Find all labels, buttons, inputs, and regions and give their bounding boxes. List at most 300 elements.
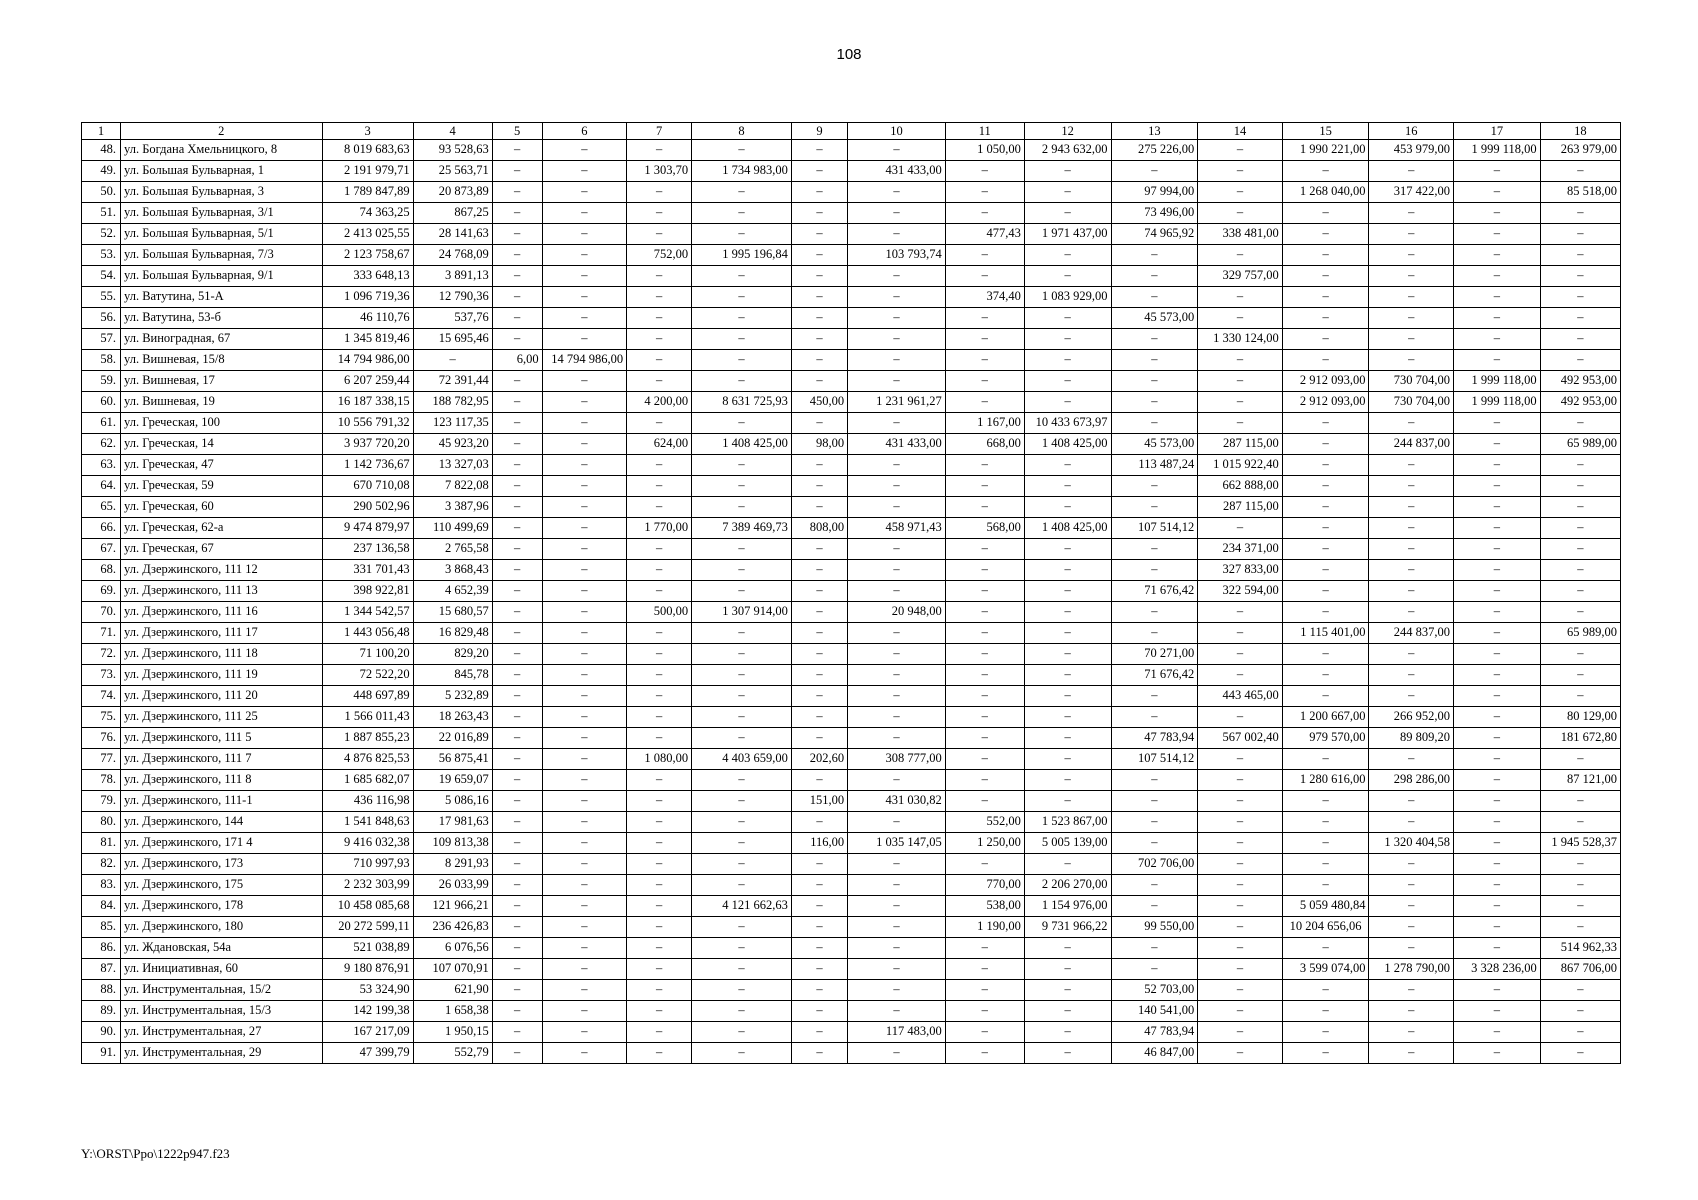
empty-value-cell: –: [542, 938, 627, 959]
address-cell: ул. Большая Бульварная, 1: [121, 161, 323, 182]
empty-value-cell: –: [692, 476, 792, 497]
value-cell: 308 777,00: [848, 749, 946, 770]
address-cell: ул. Дзержинского, 111 7: [121, 749, 323, 770]
row-number: 89.: [82, 1001, 121, 1022]
empty-value-cell: –: [627, 623, 692, 644]
address-cell: ул. Ватутина, 53-б: [121, 308, 323, 329]
address-cell: ул. Греческая, 67: [121, 539, 323, 560]
empty-value-cell: –: [1540, 1043, 1620, 1064]
row-number: 76.: [82, 728, 121, 749]
empty-value-cell: –: [692, 455, 792, 476]
empty-value-cell: –: [692, 980, 792, 1001]
empty-value-cell: –: [1453, 413, 1540, 434]
table-row: [82, 140, 1621, 161]
empty-value-cell: –: [1024, 266, 1111, 287]
empty-value-cell: –: [848, 938, 946, 959]
table-row: [82, 644, 1621, 665]
empty-value-cell: –: [945, 539, 1024, 560]
empty-value-cell: –: [1540, 686, 1620, 707]
value-cell: 20 873,89: [413, 182, 492, 203]
value-cell: 97 994,00: [1111, 182, 1198, 203]
empty-value-cell: –: [791, 770, 847, 791]
empty-value-cell: –: [1024, 1043, 1111, 1064]
empty-value-cell: –: [848, 686, 946, 707]
table-row: [82, 413, 1621, 434]
empty-value-cell: –: [492, 434, 542, 455]
empty-value-cell: –: [848, 224, 946, 245]
empty-value-cell: –: [1453, 875, 1540, 896]
empty-value-cell: –: [1024, 203, 1111, 224]
empty-value-cell: –: [1453, 728, 1540, 749]
value-cell: 2 123 758,67: [322, 245, 413, 266]
empty-value-cell: –: [492, 602, 542, 623]
empty-value-cell: –: [1282, 497, 1369, 518]
empty-value-cell: –: [1540, 560, 1620, 581]
row-number: 61.: [82, 413, 121, 434]
empty-value-cell: –: [692, 938, 792, 959]
value-cell: 8 291,93: [413, 854, 492, 875]
empty-value-cell: –: [791, 896, 847, 917]
row-number: 90.: [82, 1022, 121, 1043]
value-cell: 53 324,90: [322, 980, 413, 1001]
empty-value-cell: –: [627, 854, 692, 875]
empty-value-cell: –: [692, 1022, 792, 1043]
value-cell: 80 129,00: [1540, 707, 1620, 728]
value-cell: 74 363,25: [322, 203, 413, 224]
value-cell: 431 030,82: [848, 791, 946, 812]
column-header: 12: [1024, 123, 1111, 140]
value-cell: 2 191 979,71: [322, 161, 413, 182]
empty-value-cell: –: [1369, 287, 1454, 308]
empty-value-cell: –: [492, 644, 542, 665]
empty-value-cell: –: [1111, 329, 1198, 350]
empty-value-cell: –: [1198, 1001, 1283, 1022]
row-number: 70.: [82, 602, 121, 623]
value-cell: 14 794 986,00: [542, 350, 627, 371]
table-row: [82, 686, 1621, 707]
empty-value-cell: –: [1369, 539, 1454, 560]
empty-value-cell: –: [1453, 1043, 1540, 1064]
value-cell: 514 962,33: [1540, 938, 1620, 959]
empty-value-cell: –: [542, 749, 627, 770]
empty-value-cell: –: [1540, 875, 1620, 896]
empty-value-cell: –: [1111, 707, 1198, 728]
table-row: [82, 581, 1621, 602]
empty-value-cell: –: [692, 707, 792, 728]
empty-value-cell: –: [1198, 245, 1283, 266]
value-cell: 6,00: [492, 350, 542, 371]
value-cell: 1 408 425,00: [1024, 518, 1111, 539]
value-cell: 552,00: [945, 812, 1024, 833]
value-cell: 16 829,48: [413, 623, 492, 644]
empty-value-cell: –: [492, 455, 542, 476]
empty-value-cell: –: [492, 203, 542, 224]
empty-value-cell: –: [1111, 812, 1198, 833]
empty-value-cell: –: [1540, 917, 1620, 938]
value-cell: 1 566 011,43: [322, 707, 413, 728]
value-cell: 2 912 093,00: [1282, 371, 1369, 392]
table-row: [82, 224, 1621, 245]
empty-value-cell: –: [1024, 560, 1111, 581]
empty-value-cell: –: [1453, 287, 1540, 308]
table-row: [82, 812, 1621, 833]
empty-value-cell: –: [542, 203, 627, 224]
empty-value-cell: –: [1024, 959, 1111, 980]
empty-value-cell: –: [627, 707, 692, 728]
value-cell: 3 599 074,00: [1282, 959, 1369, 980]
empty-value-cell: –: [1453, 833, 1540, 854]
empty-value-cell: –: [627, 791, 692, 812]
empty-value-cell: –: [791, 413, 847, 434]
empty-value-cell: –: [1282, 854, 1369, 875]
empty-value-cell: –: [492, 980, 542, 1001]
empty-value-cell: –: [542, 161, 627, 182]
value-cell: 3 387,96: [413, 497, 492, 518]
empty-value-cell: –: [542, 224, 627, 245]
value-cell: 770,00: [945, 875, 1024, 896]
value-cell: 6 076,56: [413, 938, 492, 959]
empty-value-cell: –: [1282, 1022, 1369, 1043]
value-cell: 74 965,92: [1111, 224, 1198, 245]
column-header: 2: [121, 123, 323, 140]
empty-value-cell: –: [1540, 749, 1620, 770]
empty-value-cell: –: [1198, 350, 1283, 371]
empty-value-cell: –: [542, 245, 627, 266]
empty-value-cell: –: [542, 434, 627, 455]
table-row: [82, 560, 1621, 581]
value-cell: 5 086,16: [413, 791, 492, 812]
value-cell: 266 952,00: [1369, 707, 1454, 728]
empty-value-cell: –: [542, 266, 627, 287]
empty-value-cell: –: [1369, 413, 1454, 434]
empty-value-cell: –: [492, 161, 542, 182]
row-number: 64.: [82, 476, 121, 497]
value-cell: 2 232 303,99: [322, 875, 413, 896]
empty-value-cell: –: [1024, 371, 1111, 392]
empty-value-cell: –: [848, 539, 946, 560]
value-cell: 9 474 879,97: [322, 518, 413, 539]
value-cell: 202,60: [791, 749, 847, 770]
empty-value-cell: –: [1369, 875, 1454, 896]
empty-value-cell: –: [692, 497, 792, 518]
empty-value-cell: –: [791, 1043, 847, 1064]
empty-value-cell: –: [1024, 791, 1111, 812]
empty-value-cell: –: [1282, 875, 1369, 896]
row-number: 55.: [82, 287, 121, 308]
empty-value-cell: –: [542, 371, 627, 392]
value-cell: 107 514,12: [1111, 518, 1198, 539]
table-row: [82, 266, 1621, 287]
table-row: [82, 749, 1621, 770]
value-cell: 730 704,00: [1369, 392, 1454, 413]
empty-value-cell: –: [542, 728, 627, 749]
empty-value-cell: –: [692, 560, 792, 581]
empty-value-cell: –: [1540, 497, 1620, 518]
address-cell: ул. Инструментальная, 27: [121, 1022, 323, 1043]
address-cell: ул. Ватутина, 51-А: [121, 287, 323, 308]
empty-value-cell: –: [692, 413, 792, 434]
empty-value-cell: –: [945, 602, 1024, 623]
row-number: 88.: [82, 980, 121, 1001]
empty-value-cell: –: [945, 770, 1024, 791]
empty-value-cell: –: [492, 245, 542, 266]
empty-value-cell: –: [542, 875, 627, 896]
table-row: [82, 518, 1621, 539]
row-number: 83.: [82, 875, 121, 896]
value-cell: 431 433,00: [848, 161, 946, 182]
empty-value-cell: –: [791, 917, 847, 938]
value-cell: 1 115 401,00: [1282, 623, 1369, 644]
empty-value-cell: –: [627, 896, 692, 917]
value-cell: 3 937 720,20: [322, 434, 413, 455]
value-cell: 1 523 867,00: [1024, 812, 1111, 833]
value-cell: 244 837,00: [1369, 434, 1454, 455]
empty-value-cell: –: [542, 644, 627, 665]
value-cell: 14 794 986,00: [322, 350, 413, 371]
empty-value-cell: –: [1540, 980, 1620, 1001]
empty-value-cell: –: [1024, 329, 1111, 350]
empty-value-cell: –: [791, 938, 847, 959]
empty-value-cell: –: [791, 539, 847, 560]
empty-value-cell: –: [492, 707, 542, 728]
empty-value-cell: –: [492, 917, 542, 938]
row-number: 79.: [82, 791, 121, 812]
empty-value-cell: –: [1453, 980, 1540, 1001]
empty-value-cell: –: [492, 1022, 542, 1043]
empty-value-cell: –: [627, 644, 692, 665]
empty-value-cell: –: [542, 497, 627, 518]
empty-value-cell: –: [1282, 1043, 1369, 1064]
empty-value-cell: –: [542, 581, 627, 602]
empty-value-cell: –: [542, 539, 627, 560]
address-cell: ул. Дзержинского, 144: [121, 812, 323, 833]
value-cell: 8 631 725,93: [692, 392, 792, 413]
empty-value-cell: –: [1111, 959, 1198, 980]
value-cell: 22 016,89: [413, 728, 492, 749]
row-number: 48.: [82, 140, 121, 161]
empty-value-cell: –: [1198, 140, 1283, 161]
empty-value-cell: –: [1282, 224, 1369, 245]
row-number: 50.: [82, 182, 121, 203]
empty-value-cell: –: [1369, 497, 1454, 518]
empty-value-cell: –: [1111, 245, 1198, 266]
empty-value-cell: –: [1024, 182, 1111, 203]
value-cell: 1 789 847,89: [322, 182, 413, 203]
empty-value-cell: –: [791, 455, 847, 476]
empty-value-cell: –: [1369, 1022, 1454, 1043]
table-row: [82, 308, 1621, 329]
empty-value-cell: –: [492, 770, 542, 791]
value-cell: 10 556 791,32: [322, 413, 413, 434]
empty-value-cell: –: [1024, 749, 1111, 770]
empty-value-cell: –: [1369, 854, 1454, 875]
empty-value-cell: –: [692, 350, 792, 371]
row-number: 73.: [82, 665, 121, 686]
empty-value-cell: –: [1369, 266, 1454, 287]
empty-value-cell: –: [1453, 1022, 1540, 1043]
empty-value-cell: –: [492, 224, 542, 245]
empty-value-cell: –: [1453, 539, 1540, 560]
empty-value-cell: –: [692, 728, 792, 749]
row-number: 51.: [82, 203, 121, 224]
value-cell: 72 391,44: [413, 371, 492, 392]
empty-value-cell: –: [1024, 161, 1111, 182]
value-cell: 3 328 236,00: [1453, 959, 1540, 980]
value-cell: 140 541,00: [1111, 1001, 1198, 1022]
empty-value-cell: –: [945, 938, 1024, 959]
empty-value-cell: –: [791, 182, 847, 203]
value-cell: 287 115,00: [1198, 434, 1283, 455]
empty-value-cell: –: [1198, 707, 1283, 728]
table-row: [82, 455, 1621, 476]
empty-value-cell: –: [1111, 539, 1198, 560]
address-cell: ул. Инструментальная, 15/2: [121, 980, 323, 1001]
empty-value-cell: –: [1198, 644, 1283, 665]
empty-value-cell: –: [492, 1043, 542, 1064]
row-number: 53.: [82, 245, 121, 266]
value-cell: 1 999 118,00: [1453, 140, 1540, 161]
empty-value-cell: –: [627, 917, 692, 938]
value-cell: 808,00: [791, 518, 847, 539]
value-cell: 15 680,57: [413, 602, 492, 623]
empty-value-cell: –: [1369, 560, 1454, 581]
empty-value-cell: –: [945, 371, 1024, 392]
empty-value-cell: –: [945, 854, 1024, 875]
value-cell: 453 979,00: [1369, 140, 1454, 161]
table-row: [82, 665, 1621, 686]
empty-value-cell: –: [791, 245, 847, 266]
empty-value-cell: –: [1369, 224, 1454, 245]
empty-value-cell: –: [1282, 308, 1369, 329]
empty-value-cell: –: [1024, 728, 1111, 749]
empty-value-cell: –: [492, 560, 542, 581]
empty-value-cell: –: [492, 581, 542, 602]
empty-value-cell: –: [1369, 161, 1454, 182]
empty-value-cell: –: [627, 497, 692, 518]
value-cell: 1 971 437,00: [1024, 224, 1111, 245]
value-cell: 1 999 118,00: [1453, 371, 1540, 392]
address-cell: ул. Богдана Хмельницкого, 8: [121, 140, 323, 161]
empty-value-cell: –: [692, 224, 792, 245]
value-cell: 107 514,12: [1111, 749, 1198, 770]
empty-value-cell: –: [627, 665, 692, 686]
empty-value-cell: –: [1540, 644, 1620, 665]
table-row: [82, 980, 1621, 1001]
empty-value-cell: –: [692, 917, 792, 938]
value-cell: 181 672,80: [1540, 728, 1620, 749]
empty-value-cell: –: [945, 791, 1024, 812]
empty-value-cell: –: [627, 140, 692, 161]
empty-value-cell: –: [492, 686, 542, 707]
value-cell: 568,00: [945, 518, 1024, 539]
empty-value-cell: –: [848, 707, 946, 728]
value-cell: 107 070,91: [413, 959, 492, 980]
empty-value-cell: –: [791, 476, 847, 497]
value-cell: 89 809,20: [1369, 728, 1454, 749]
empty-value-cell: –: [1024, 392, 1111, 413]
value-cell: 87 121,00: [1540, 770, 1620, 791]
empty-value-cell: –: [1198, 623, 1283, 644]
value-cell: 1 154 976,00: [1024, 896, 1111, 917]
empty-value-cell: –: [542, 455, 627, 476]
empty-value-cell: –: [1282, 455, 1369, 476]
empty-value-cell: –: [1282, 812, 1369, 833]
row-number: 85.: [82, 917, 121, 938]
empty-value-cell: –: [848, 287, 946, 308]
empty-value-cell: –: [1453, 812, 1540, 833]
empty-value-cell: –: [1453, 308, 1540, 329]
value-cell: 16 187 338,15: [322, 392, 413, 413]
empty-value-cell: –: [1369, 896, 1454, 917]
empty-value-cell: –: [1453, 329, 1540, 350]
empty-value-cell: –: [1111, 413, 1198, 434]
empty-value-cell: –: [848, 560, 946, 581]
empty-value-cell: –: [692, 1001, 792, 1022]
value-cell: 3 891,13: [413, 266, 492, 287]
address-cell: ул. Инструментальная, 29: [121, 1043, 323, 1064]
empty-value-cell: –: [1369, 329, 1454, 350]
value-cell: 1 231 961,27: [848, 392, 946, 413]
empty-value-cell: –: [791, 329, 847, 350]
empty-value-cell: –: [627, 413, 692, 434]
empty-value-cell: –: [627, 938, 692, 959]
column-header: 1: [82, 123, 121, 140]
empty-value-cell: –: [1198, 287, 1283, 308]
empty-value-cell: –: [692, 203, 792, 224]
empty-value-cell: –: [692, 833, 792, 854]
empty-value-cell: –: [1024, 1001, 1111, 1022]
empty-value-cell: –: [542, 770, 627, 791]
empty-value-cell: –: [1453, 938, 1540, 959]
empty-value-cell: –: [1369, 812, 1454, 833]
value-cell: 1 096 719,36: [322, 287, 413, 308]
value-cell: 47 783,94: [1111, 728, 1198, 749]
empty-value-cell: –: [945, 728, 1024, 749]
empty-value-cell: –: [1540, 350, 1620, 371]
empty-value-cell: –: [1369, 308, 1454, 329]
empty-value-cell: –: [848, 350, 946, 371]
empty-value-cell: –: [1198, 980, 1283, 1001]
empty-value-cell: –: [627, 476, 692, 497]
empty-value-cell: –: [1111, 497, 1198, 518]
empty-value-cell: –: [791, 308, 847, 329]
empty-value-cell: –: [1540, 266, 1620, 287]
empty-value-cell: –: [492, 896, 542, 917]
column-header: 5: [492, 123, 542, 140]
empty-value-cell: –: [848, 182, 946, 203]
value-cell: 1 268 040,00: [1282, 182, 1369, 203]
address-cell: ул. Дзержинского, 111-1: [121, 791, 323, 812]
empty-value-cell: –: [1369, 791, 1454, 812]
value-cell: 151,00: [791, 791, 847, 812]
value-cell: 26 033,99: [413, 875, 492, 896]
empty-value-cell: –: [1198, 854, 1283, 875]
address-cell: ул. Большая Бульварная, 9/1: [121, 266, 323, 287]
address-cell: ул. Дзержинского, 111 25: [121, 707, 323, 728]
empty-value-cell: –: [1282, 560, 1369, 581]
empty-value-cell: –: [1453, 770, 1540, 791]
value-cell: 5 059 480,84: [1282, 896, 1369, 917]
column-header: 3: [322, 123, 413, 140]
value-cell: 537,76: [413, 308, 492, 329]
value-cell: 450,00: [791, 392, 847, 413]
empty-value-cell: –: [1540, 203, 1620, 224]
empty-value-cell: –: [542, 686, 627, 707]
value-cell: 13 327,03: [413, 455, 492, 476]
empty-value-cell: –: [1024, 455, 1111, 476]
empty-value-cell: –: [1453, 203, 1540, 224]
value-cell: 492 953,00: [1540, 371, 1620, 392]
